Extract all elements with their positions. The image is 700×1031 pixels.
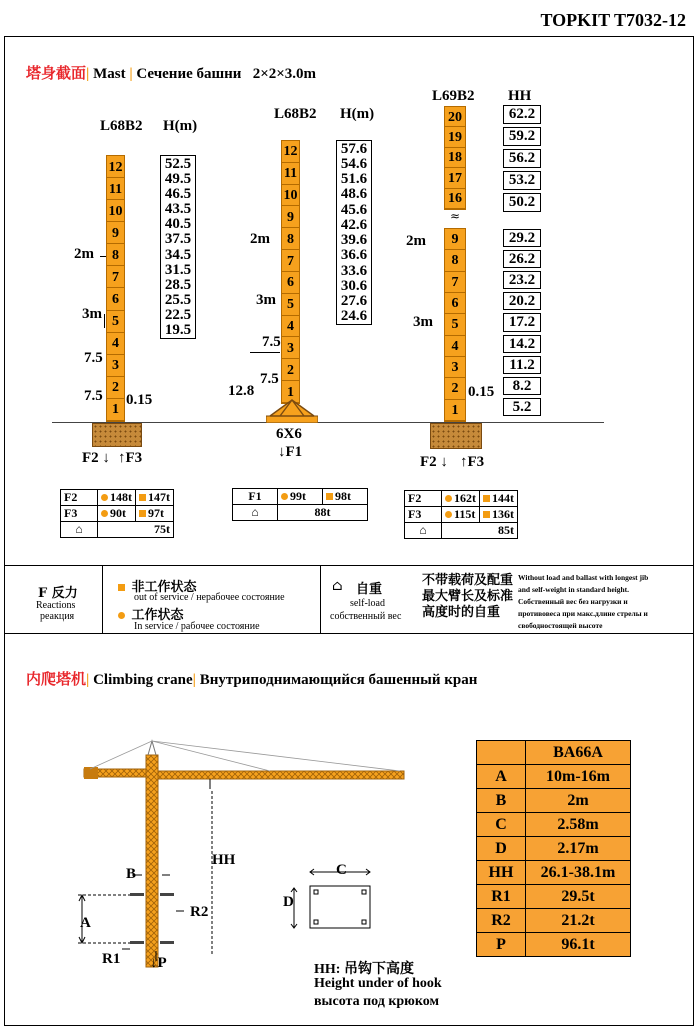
mast-segment: 11 [282,163,299,185]
col-c-model: L69B2 [432,88,475,104]
height-value: 30.6 [340,277,368,294]
mast-a [106,155,125,422]
height-value: 62.2 [503,105,541,124]
spec-key: A [477,765,526,789]
rx-dot-value: 90t [98,506,136,522]
height-value: 31.5 [164,261,192,278]
hh-note-cn: HH: 吊钩下高度 [314,962,414,977]
rx-dot-value: 162t [442,491,480,507]
mast-segment: 2 [107,377,124,399]
mast-segment: 12 [107,156,124,178]
mast-section-title: 塔身截面| Mast | Сечение башни 2×2×3.0m [26,66,317,82]
rx-sq-value: 147t [136,490,174,506]
height-value: 27.6 [340,293,368,310]
height-value: 5.2 [503,398,541,416]
rx-sq-value: 98t [323,489,368,505]
height-value: 53.2 [503,171,541,190]
climbing-title-cn: 内爬塔机 [26,672,87,688]
height-value: 34.5 [164,246,192,263]
spec-corner [477,741,526,765]
mast-segment: 4 [107,333,124,355]
dim-12.8-b: 12.8 [228,383,255,399]
force-f3-c: ↑F3 [460,454,485,470]
spec-value: 21.2t [526,909,631,933]
label-r2: R2 [190,904,209,920]
dim-7.5-b-top: 7.5 [262,334,281,350]
mast-segment: 4 [445,336,465,357]
self-load-icon: ⌂ [233,505,278,521]
spec-row [477,813,631,837]
mast-segment: 3 [282,338,299,360]
col-c-h-header: HH [508,88,532,104]
spec-row [477,933,631,957]
mast-c-top [444,106,466,210]
rx-dot-value: 148t [98,490,136,506]
rx-dot-value: 115t [442,507,480,523]
mast-segment: 1 [107,399,124,421]
heights-b [336,140,372,325]
height-value: 11.2 [503,356,541,374]
mast-segment: 9 [282,207,299,229]
mast-segment: 7 [282,250,299,272]
height-value: 8.2 [503,377,541,395]
spec-value: 2.17m [526,837,631,861]
legend-out-en-ru: out of service / нерабочее состояние [134,592,285,603]
label-p: ↓P [150,955,167,971]
mast-segment: 11 [107,178,124,200]
dim-2m-b: 2m [250,231,270,247]
legend-self-cn: 自重 [356,582,383,597]
mast-c-bottom [444,228,466,422]
mast-segment: 5 [282,294,299,316]
legend-divider [102,565,103,633]
mast-title-cn: 塔身截面 [26,66,87,82]
legend-self-ru: собственный вес [330,611,402,622]
spec-row [477,789,631,813]
mast-segment: 5 [107,311,124,333]
height-value: 37.5 [164,231,192,248]
mast-size: 2×2×3.0m [252,66,317,82]
hh-note-en: Height under of hook [314,976,442,991]
hh-note-ru: высота под крюком [314,994,440,1009]
mast-segment: 10 [282,185,299,207]
height-value: 48.6 [340,186,368,203]
tick [100,256,106,257]
document-title: TOPKIT T7032-12 [540,10,686,30]
height-value: 49.5 [164,170,192,187]
dim-2m-c: 2m [406,233,426,249]
base-size-b: 6X6 [276,426,302,442]
spec-key: HH [477,861,526,885]
break-symbol-c: ≈ [450,209,461,223]
mast-segment: 3 [107,355,124,377]
dim-2m-a: 2m [74,246,94,262]
height-value: 42.6 [340,216,368,233]
rx-dot-value: 99t [278,489,323,505]
heights-a [160,155,196,339]
mast-segment: 18 [445,148,465,168]
self-load-icon: ⌂ [332,578,343,594]
mast-segment: 16 [445,189,465,209]
mast-segment: 10 [107,200,124,222]
col-a-model: L68B2 [100,118,143,134]
mast-b [281,140,300,404]
height-value: 29.2 [503,229,541,247]
spec-key: C [477,813,526,837]
col-a-h-header: H(m) [163,118,198,134]
rx-sq-value: 97t [136,506,174,522]
climbing-title-ru: Внутриподнимающийся башенный кран [199,672,478,688]
mast-segment: 2 [445,378,465,399]
mast-title-en: Mast [93,66,126,82]
legend-divider [320,565,321,633]
dim-7.5-b-bottom: 7.5 [260,371,279,387]
force-f2-c: F2 ↓ [420,454,448,470]
col-b-model: L68B2 [274,106,317,122]
spec-row [477,765,631,789]
label-a: A [80,915,91,931]
mast-segment: 4 [282,316,299,338]
height-value: 14.2 [503,335,541,353]
legend-self-en: self-load [350,598,385,609]
label-d: D [283,894,294,910]
mast-segment: 9 [107,222,124,244]
height-value: 57.6 [340,140,368,157]
legend-note-en-ru: Without load and ballast with longest jib and self-weight in standard height. Собственный вес без нагрузки и противовеса при макс.длине стрелы и свободностоящей высоте [518,573,649,630]
dim-7.5-a-top: 7.5 [84,350,103,366]
legend-f-en: Reactions [36,600,76,611]
label-b: B [126,866,137,882]
mast-title-ru: Сечение башни [136,66,242,82]
legend-bottom-line [4,633,694,634]
mast-segment: 20 [445,107,465,127]
climbing-section-title: 内爬塔机| Climbing crane| Внутриподнимающийся башенный кран [26,672,478,688]
label-hh: HH [212,852,236,868]
mast-segment: 6 [282,272,299,294]
foundation-a [92,423,142,447]
climbing-crane-drawing [70,735,420,975]
legend-f-title: F 反力 [38,586,78,601]
mast-segment: 7 [445,272,465,293]
spec-model: BA66A [526,741,631,765]
height-value: 26.2 [503,250,541,268]
mast-segment: 1 [445,400,465,421]
rx-self-value: 75t [98,522,174,538]
base-frame-b [266,396,318,423]
mast-segment: 7 [107,266,124,288]
rx-sq-value: 144t [480,491,518,507]
dim-3m-b: 3m [256,292,276,308]
mast-segment: 8 [107,244,124,266]
reaction-table-c [404,490,518,539]
tick [250,352,280,353]
spec-key: B [477,789,526,813]
height-value: 36.6 [340,247,368,264]
rx-self-value: 85t [442,523,518,539]
force-f1-b: ↓F1 [278,444,303,460]
height-value: 54.6 [340,155,368,172]
legend-note-cn: 不带载荷及配重 最大臂长及标准 高度时的自重 [422,573,514,620]
label-c: C [336,862,347,878]
mast-segment: 8 [282,228,299,250]
mast-segment: 6 [445,293,465,314]
spec-row [477,837,631,861]
spec-key: D [477,837,526,861]
heights-c-bottom [503,228,541,418]
height-value: 22.5 [164,307,192,324]
reaction-table-b [232,488,368,521]
heights-c-top [503,104,541,214]
spec-key: R1 [477,885,526,909]
height-value: 43.5 [164,201,192,218]
spec-value: 10m-16m [526,765,631,789]
reaction-table-a [60,489,174,538]
climbing-title-en: Climbing crane [93,672,193,688]
self-load-icon: ⌂ [61,522,98,538]
spec-value: 96.1t [526,933,631,957]
rx-label: F2 [61,490,98,506]
mast-segment: 3 [445,357,465,378]
spec-key: R2 [477,909,526,933]
foundation-c [430,423,482,449]
force-f3-a: ↑F3 [118,450,143,466]
spec-value: 26.1-38.1m [526,861,631,885]
spec-table [476,740,631,957]
spec-value: 29.5t [526,885,631,909]
mast-segment: 2 [282,359,299,381]
mast-segment: 9 [445,229,465,250]
legend-f-ru: реакция [40,611,75,622]
col-b-h-header: H(m) [340,106,375,122]
height-value: 24.6 [340,308,368,325]
height-value: 33.6 [340,262,368,279]
height-value: 28.5 [164,276,192,293]
legend-in-cn: 工作状态 [118,604,184,623]
dim-7.5-a-bottom: 7.5 [84,388,103,404]
mast-segment: 8 [445,250,465,271]
height-value: 45.6 [340,201,368,218]
height-value: 46.5 [164,185,192,202]
self-load-icon: ⌂ [405,523,442,539]
dim-3m-c: 3m [413,314,433,330]
dim-0.15-c: 0.15 [468,384,495,400]
spec-row [477,861,631,885]
height-value: 59.2 [503,127,541,146]
height-value: 23.2 [503,271,541,289]
spec-row [477,909,631,933]
tick [104,314,105,328]
height-value: 50.2 [503,193,541,212]
spec-value: 2.58m [526,813,631,837]
rx-label: F3 [61,506,98,522]
legend-in-en-ru: In service / рабочее состояние [134,621,260,632]
mast-segment: 1 [282,381,299,403]
height-value: 40.5 [164,216,192,233]
height-value: 56.2 [503,149,541,168]
height-value: 39.6 [340,232,368,249]
height-value: 17.2 [503,313,541,331]
mast-segment: 6 [107,289,124,311]
mast-segment: 5 [445,314,465,335]
rx-self-value: 88t [278,505,368,521]
mast-segment: 12 [282,141,299,163]
spec-value: 2m [526,789,631,813]
rx-label: F1 [233,489,278,505]
dim-3m-a: 3m [82,306,102,322]
height-value: 20.2 [503,292,541,310]
plan-view-box [280,858,390,938]
rx-label: F2 [405,491,442,507]
height-value: 25.5 [164,291,192,308]
spec-row [477,885,631,909]
height-value: 51.6 [340,171,368,188]
label-r1: R1 [102,951,121,967]
height-value: 19.5 [164,322,192,339]
legend-out-cn: 非工作状态 [118,576,197,595]
dim-0.15-a: 0.15 [126,392,153,408]
spec-key: P [477,933,526,957]
mast-segment: 19 [445,127,465,147]
force-f2-a: F2 ↓ [82,450,110,466]
mast-segment: 17 [445,168,465,188]
height-value: 52.5 [164,155,192,172]
legend-top-line [4,565,694,566]
rx-sq-value: 136t [480,507,518,523]
rx-label: F3 [405,507,442,523]
